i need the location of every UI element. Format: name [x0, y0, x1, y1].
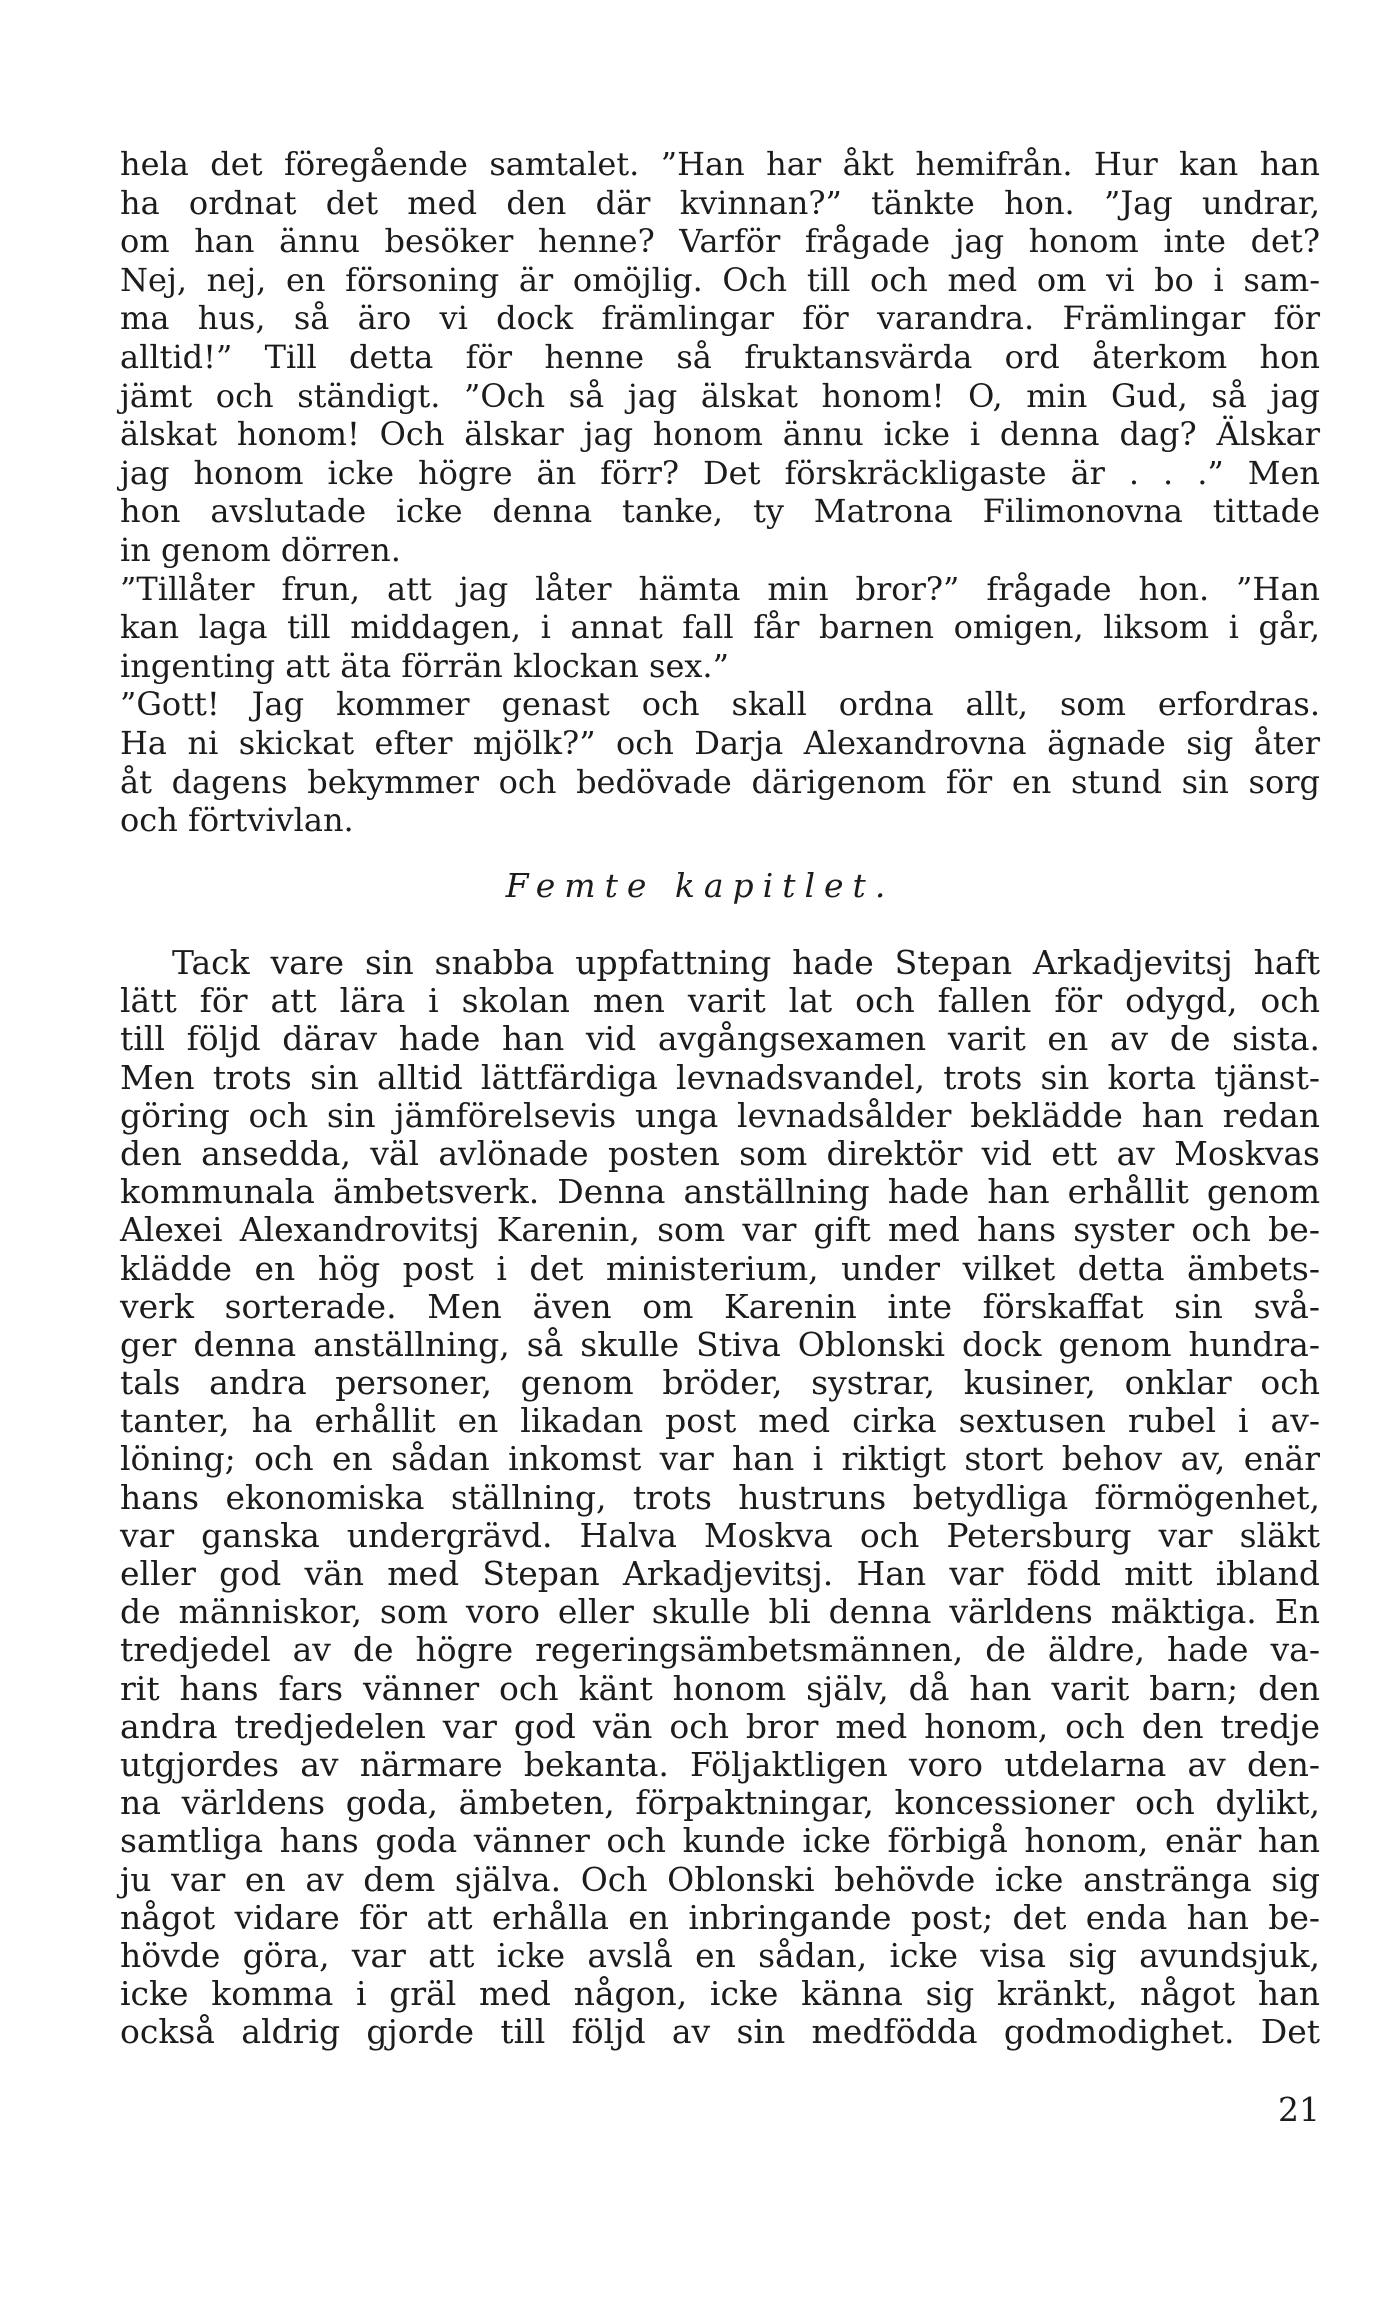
text-line: hela det föregående samtalet. ”Han har åkt hemifrån. Hur kan han [120, 145, 1320, 183]
text-line: jämt och ständigt. ”Och så jag älskat honom! O, min Gud, så jag [120, 376, 1320, 415]
page-number: 21 [1278, 2090, 1320, 2129]
text-line: och förtvivlan. [120, 801, 354, 840]
text-line: till följd därav hade han vid avgångsexamen varit en av de sista. [120, 1019, 1320, 1059]
text-line: tanter, ha erhållit en likadan post med cirka sextusen rubel i av- [120, 1401, 1320, 1441]
text-line: älskat honom! Och älskar jag honom ännu icke i denna dag? Älskar [120, 415, 1320, 454]
text-line: något vidare för att erhålla en inbringande post; det enda han be- [120, 1897, 1320, 1937]
text-line: Men trots sin alltid lättfärdiga levnadsvandel, trots sin korta tjänst- [120, 1057, 1320, 1097]
text-line: alltid!” Till detta för henne så fruktansvärda ord återkom hon [120, 337, 1320, 376]
text-line: hon avslutade icke denna tanke, ty Matrona Filimonovna tittade [120, 492, 1320, 531]
text-line: in genom dörren. [120, 530, 401, 569]
text-line: den ansedda, väl avlönade posten som direktör vid ett av Moskvas [120, 1133, 1320, 1173]
text-line: de människor, som voro eller skulle bli denna världens mäktiga. En [120, 1592, 1320, 1632]
text-line: hövde göra, var att icke avslå en sådan, icke visa sig avundsjuk, [120, 1935, 1320, 1975]
preceding-text-block [120, 145, 1320, 840]
text-line: ”Tillåter frun, att jag låter hämta min bror?” frågade hon. ”Han [120, 569, 1320, 608]
text-line: ju var en av dem själva. Och Oblonski behövde icke anstränga sig [120, 1859, 1320, 1899]
chapter-heading: Femte kapitlet. [505, 866, 895, 905]
text-line: andra tredjedelen var god vän och bror med honom, och den tredje [120, 1706, 1320, 1746]
text-line: na världens goda, ämbeten, förpaktningar, koncessioner och dylikt, [120, 1783, 1320, 1823]
text-line: rit hans fars vänner och känt honom själv, då han varit barn; den [120, 1668, 1320, 1708]
text-line: utgjordes av närmare bekanta. Följaktligen voro utdelarna av den- [120, 1744, 1320, 1784]
text-line: ma hus, så äro vi dock främlingar för varandra. Främlingar för [120, 299, 1320, 338]
text-line: Ha ni skickat efter mjölk?” och Darja Alexandrovna ägnade sig åter [120, 723, 1320, 762]
chapter-text-block [120, 944, 1320, 2051]
text-line: tals andra personer, genom bröder, systrar, kusiner, onklar och [120, 1363, 1320, 1403]
text-line: eller god vän med Stepan Arkadjevitsj. Han var född mitt ibland [120, 1554, 1320, 1593]
text-line: kommunala ämbetsverk. Denna anställning hade han erhållit genom [120, 1172, 1320, 1212]
text-line: åt dagens bekymmer och bedövade därigenom för en stund sin sorg [120, 762, 1320, 801]
text-line: löning; och en sådan inkomst var han i riktigt stort behov av, enär [120, 1439, 1320, 1479]
text-line: lätt för att lära i skolan men varit lat och fallen för odygd, och [120, 981, 1320, 1021]
text-line: tredjedel av de högre regeringsämbetsmännen, de äldre, hade va- [120, 1630, 1320, 1670]
text-line: samtliga hans goda vänner och kunde icke förbigå honom, enär han [120, 1821, 1320, 1861]
text-line: hans ekonomiska ställning, trots hustruns betydliga förmögenhet, [120, 1477, 1320, 1517]
text-line: klädde en hög post i det ministerium, under vilket detta ämbets- [120, 1248, 1320, 1288]
text-line: jag honom icke högre än förr? Det förskräckligaste är . . .” Men [120, 453, 1320, 492]
text-line: Tack vare sin snabba uppfattning hade Stepan Arkadjevitsj haft [172, 943, 1320, 982]
text-line: också aldrig gjorde till följd av sin medfödda godmodighet. Det [120, 2012, 1320, 2052]
text-line: ingenting att äta förrän klockan sex.” [120, 646, 729, 685]
text-line: kan laga till middagen, i annat fall får barnen omigen, liksom i går, [120, 608, 1320, 647]
text-line: göring och sin jämförelsevis unga levnadsålder beklädde han redan [120, 1095, 1320, 1135]
text-line: ”Gott! Jag kommer genast och skall ordna allt, som erfordras. [120, 685, 1320, 724]
text-line: om han ännu besöker henne? Varför frågade jag honom inte det? [120, 222, 1320, 261]
text-line: ha ordnat det med den där kvinnan?” tänkte hon. ”Jag undrar, [120, 183, 1320, 222]
text-line: var ganska undergrävd. Halva Moskva och Petersburg var släkt [120, 1515, 1320, 1555]
text-line: icke komma i gräl med någon, icke känna sig kränkt, något han [120, 1974, 1320, 2014]
text-line: Alexei Alexandrovitsj Karenin, som var gift med hans syster och be- [120, 1210, 1320, 1250]
text-line: ger denna anställning, så skulle Stiva Oblonski dock genom hundra- [120, 1324, 1320, 1364]
text-line: verk sorterade. Men även om Karenin inte förskaffat sin svå- [120, 1286, 1320, 1326]
text-line: Nej, nej, en försoning är omöjlig. Och till och med om vi bo i sam- [120, 260, 1320, 299]
